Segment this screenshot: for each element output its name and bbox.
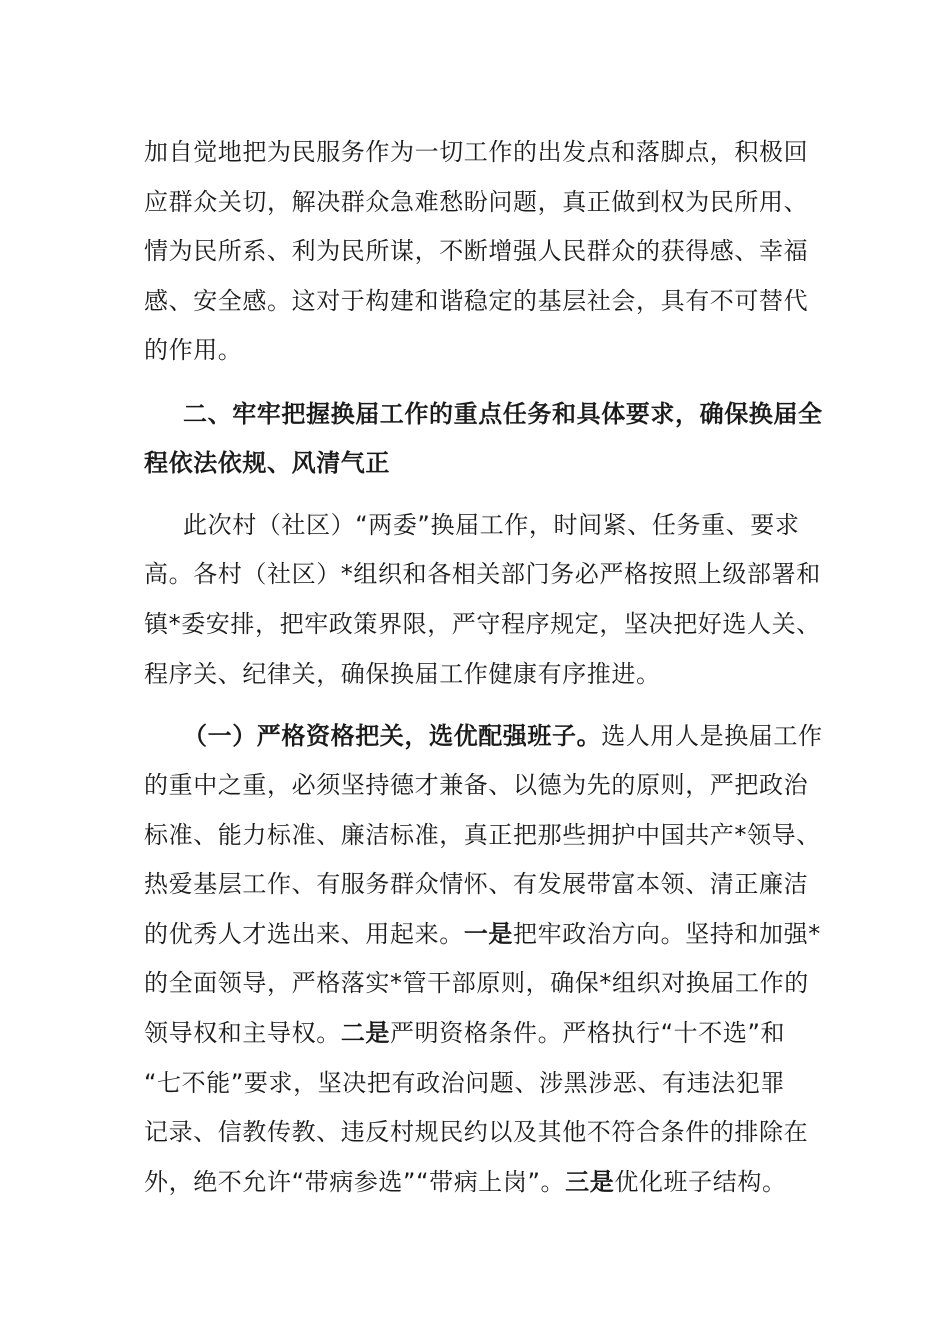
text-line: “七不能”要求，坚决把有政治问题、涉黑涉恶、有违法犯罪 [144,1069,786,1097]
text-line: 加自觉地把为民服务作为一切工作的出发点和落脚点，积极回 [144,138,809,166]
text-line [144,917,821,951]
body-text: 领导权和主导权。 [144,1019,341,1047]
text-line: 高。各村（社区）*组织和各相关部门务必严格按照上级部署和 [144,560,821,588]
subheading-text: （一）严格资格把关，选优配强班子。 [183,722,602,750]
body-text: 外，绝不允许“带病参选”“带病上岗”。 [144,1168,566,1196]
text-line [144,1165,787,1199]
text-line [144,1016,785,1050]
text-line: 应群众关切，解决群众急难愁盼问题，真正做到权为民所用、 [144,188,809,216]
text-line: 感、安全感。这对于构建和谐稳定的基层社会，具有不可替代 [144,287,809,315]
body-text: 优化班子结构。 [614,1168,787,1196]
text-line: 热爱基层工作、有服务群众情怀、有发展带富本领、清正廉洁 [144,870,809,898]
text-line: 情为民所系、利为民所谋，不断增强人民群众的获得感、幸福 [144,237,809,265]
body-text: 选人用人是换届工作 [601,722,823,750]
body-text: 严明资格条件。严格执行“十不选”和 [390,1019,786,1047]
emphasis-text: 一是 [463,920,514,948]
emphasis-text: 三是 [565,1168,615,1196]
text-line: 此次村（社区）“两委”换届工作，时间紧、任务重、要求 [183,511,800,539]
heading-line: 程依法依规、风清气正 [144,449,390,477]
emphasis-text: 二是 [340,1019,391,1047]
heading-line: 二、牢牢把握换届工作的重点任务和具体要求，确保换届全 [183,400,823,428]
text-line: 镇*委安排，把牢政策界限，严守程序规定，坚决把好选人关、 [144,610,821,638]
text-line: 的作用。 [144,336,243,364]
text-line: 的重中之重，必须坚持德才兼备、以德为先的原则，严把政治 [144,771,809,799]
text-line: 记录、信教传教、违反村规民约以及其他不符合条件的排除在 [144,1118,809,1146]
text-line: 标准、能力标准、廉洁标准，真正把那些拥护中国共产*领导、 [144,821,821,849]
text-line: 的全面领导，严格落实*管干部原则，确保*组织对换届工作的 [144,969,809,997]
text-line [183,719,823,753]
body-text: 把牢政治方向。坚持和加强* [513,920,821,948]
body-text: 的优秀人才选出来、用起来。 [144,920,464,948]
text-line: 程序关、纪律关，确保换届工作健康有序推进。 [144,660,661,688]
